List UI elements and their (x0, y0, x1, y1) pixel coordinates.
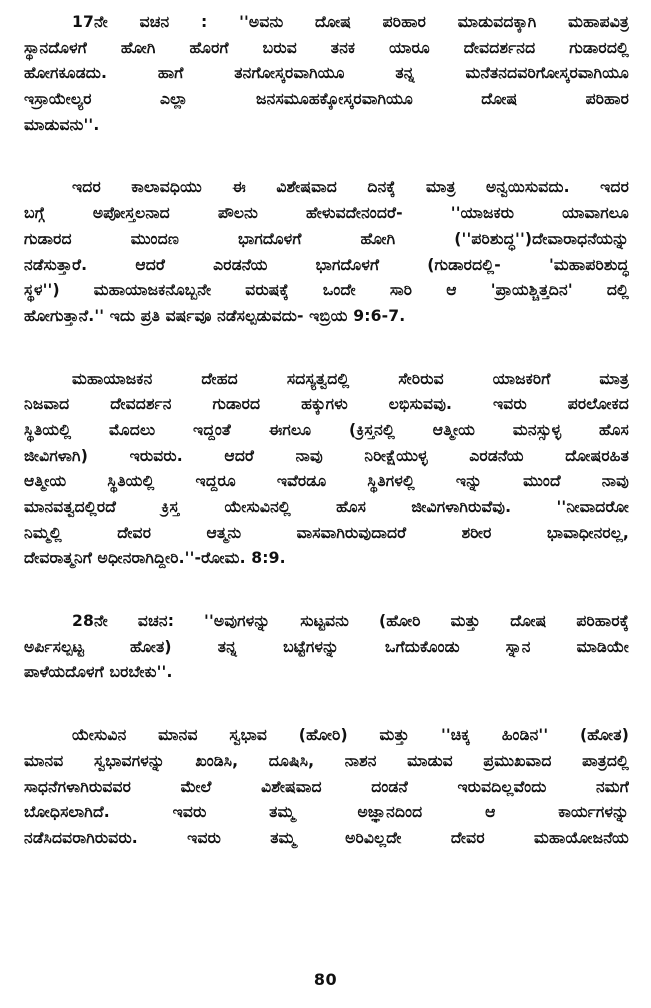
text-line: ಮಹಾಯಾಜಕನ ದೇಹದ ಸದಸ್ಯತ್ವದಲ್ಲಿ ಸೇರಿರುವ ಯಾಜಕರಿಗೆ ಮಾತ್ರ (72, 369, 629, 388)
text-line: ಯೇಸುವಿನ ಮಾನವ ಸ್ವಭಾವ (ಹೋರಿ) ಮತ್ತು ''ಚಿಕ್ಕ ಹಿಂಡಿನ'' (ಹೋತ) (72, 726, 629, 745)
text-line: ಸ್ಥಿತಿಯಲ್ಲಿ ಮೊದಲು ಇದ್ದಂತೆ ಈಗಲೂ (ಕ್ರಿಸ್ತನಲ್ಲಿ ಆತ್ಮೀಯ ಮನಸ್ಸುಳ್ಳ ಹೊಸ (24, 420, 629, 439)
paragraph-high-priest (24, 367, 629, 573)
text-line: ಗುಡಾರದ ಮುಂದಣ ಭಾಗದೊಳಗೆ ಹೋಗಿ (''ಪರಿಶುದ್ಧ'')ದೇವಾರಾಧನೆಯನ್ನು (24, 229, 629, 248)
paragraph-human-nature (24, 723, 629, 851)
text-line: ನಿಮ್ಮಲ್ಲಿ ದೇವರ ಆತ್ಮನು ವಾಸವಾಗಿರುವುದಾದರೆ ಶರೀರ ಭಾವಾಧೀನರಲ್ಲ, (24, 523, 629, 542)
text-line: ಇಸ್ರಾಯೇಲ್ಯರ ಎಲ್ಲಾ ಜನಸಮೂಹಕ್ಕೋಸ್ಕರವಾಗಿಯೂ ದೋಷ ಪರಿಹಾರ (24, 90, 629, 109)
text-line: ದೇವರಾತ್ಮನಿಗೆ ಅಧೀನರಾಗಿದ್ದೀರಿ.''-ರೋಮ. 8:9. (24, 549, 286, 568)
text-line: ಇದರ ಕಾಲಾವಧಿಯು ಈ ವಿಶೇಷವಾದ ದಿನಕ್ಕೆ ಮಾತ್ರ ಅನ್ವಯಿಸುವದು. ಇದರ (72, 178, 629, 197)
text-line: ಹೋಗುತ್ತಾನೆ.'' ಇದು ಪ್ರತಿ ವರ್ಷವೂ ನಡೆಸಲ್ಪಡುವದು- ಇಬ್ರಿಯ 9:6-7. (24, 306, 406, 325)
paragraph-verse-28 (24, 609, 629, 686)
paragraph-time-period (24, 175, 629, 329)
text-line: ಬೋಧಿಸಲಾಗಿದೆ. ಇವರು ತಮ್ಮ ಅಜ್ಞಾನದಿಂದ ಆ ಕಾರ್ಯಗಳನ್ನು (24, 803, 629, 822)
text-line: ಬಗ್ಗೆ ಅಪೋಸ್ತಲನಾದ ಪೌಲನು ಹೇಳುವದೇನಂದರೆ- ''ಯಾಜಕರು ಯಾವಾಗಲೂ (24, 204, 629, 223)
text-line: ಜೀವಿಗಳಾಗಿ) ಇರುವರು. ಆದರೆ ನಾವು ನಿರೀಕ್ಷೆಯುಳ್ಳ ಎರಡನೆಯ ದೋಷರಹಿತ (24, 446, 629, 465)
text-line: ಅರ್ಪಿಸಲ್ಪಟ್ಟ ಹೋತ) ತನ್ನ ಬಟ್ಟೆಗಳನ್ನು ಒಗೆದುಕೊಂಡು ಸ್ನಾನ ಮಾಡಿಯೇ (24, 637, 629, 656)
text-line: 28ನೇ ವಚನ: ''ಅವುಗಳನ್ನು ಸುಟ್ಟವನು (ಹೋರಿ ಮತ್ತು ದೋಷ ಪರಿಹಾರಕ್ಕೆ (72, 612, 629, 631)
text-line: ನಡೆಸಿದವರಾಗಿರುವರು. ಇವರು ತಮ್ಮ ಅರಿವಿಲ್ಲದೇ ದೇವರ ಮಹಾಯೋಜನೆಯ (24, 828, 629, 847)
text-line: ಮಾಡುವನು''. (24, 115, 100, 134)
text-line: ಹೋಗಕೂಡದು. ಹಾಗೆ ತನಗೋಸ್ಕರವಾಗಿಯೂ ತನ್ನ ಮನೆತನದವರಿಗೋಸ್ಕರವಾಗಿಯೂ (24, 64, 629, 83)
text-line: ಪಾಳೆಯದೊಳಗೆ ಬರಬೇಕು''. (24, 663, 173, 682)
text-line: ನಿಜವಾದ ದೇವದರ್ಶನ ಗುಡಾರದ ಹಕ್ಕುಗಳು ಲಭಿಸುವವು. ಇವರು ಪರಲೋಕದ (24, 395, 629, 414)
text-line: ಸ್ಥಾನದೊಳಗೆ ಹೋಗಿ ಹೊರಗೆ ಬರುವ ತನಕ ಯಾರೂ ದೇವದರ್ಶನದ ಗುಡಾರದಲ್ಲಿ (24, 38, 629, 57)
page-number: 80 (313, 970, 338, 989)
text-line: 17ನೇ ವಚನ : ''ಅವನು ದೋಷ ಪರಿಹಾರ ಮಾಡುವದಕ್ಕಾಗಿ ಮಹಾಪವಿತ್ರ (72, 13, 629, 31)
text-line: ಮಾನವ ಸ್ವಭಾವಗಳನ್ನು ಖಂಡಿಸಿ, ದೂಷಿಸಿ, ನಾಶನ ಮಾಡುವ ಪ್ರಮುಖವಾದ ಪಾತ್ರದಲ್ಲಿ (24, 751, 629, 770)
text-line: ಮಾನವತ್ವದಲ್ಲಿರದೆ ಕ್ರಿಸ್ತ ಯೇಸುವಿನಲ್ಲಿ ಹೊಸ ಜೀವಿಗಳಾಗಿರುವೆವು. ''ನೀವಾದರೋ (24, 498, 629, 516)
text-line: ಸ್ಥಳ'') ಮಹಾಯಾಜಕನೊಬ್ಬನೇ ವರುಷಕ್ಕೆ ಒಂದೇ ಸಾರಿ ಆ 'ಪ್ರಾಯಶ್ಚಿತ್ತದಿನ' ದಲ್ಲಿ (24, 281, 629, 300)
text-line: ಆತ್ಮೀಯ ಸ್ಥಿತಿಯಲ್ಲಿ ಇದ್ದರೂ ಇವೆರಡೂ ಸ್ಥಿತಿಗಳಲ್ಲಿ ಇನ್ನು ಮುಂದೆ ನಾವು (24, 472, 629, 491)
text-line: ನಡೆಸುತ್ತಾರೆ. ಆದರೆ ಎರಡನೆಯ ಭಾಗದೊಳಗೆ (ಗುಡಾರದಲ್ಲಿ- 'ಮಹಾಪರಿಶುದ್ಧ (24, 255, 629, 274)
paragraph-verse-17 (24, 10, 629, 138)
text-line: ಸಾಧನೆಗಳಾಗಿರುವವರ ಮೇಲೆ ವಿಶೇಷವಾದ ದಂಡನೆ ಇರುವದಿಲ್ಲವೆಂದು ನಮಗೆ (24, 777, 629, 796)
